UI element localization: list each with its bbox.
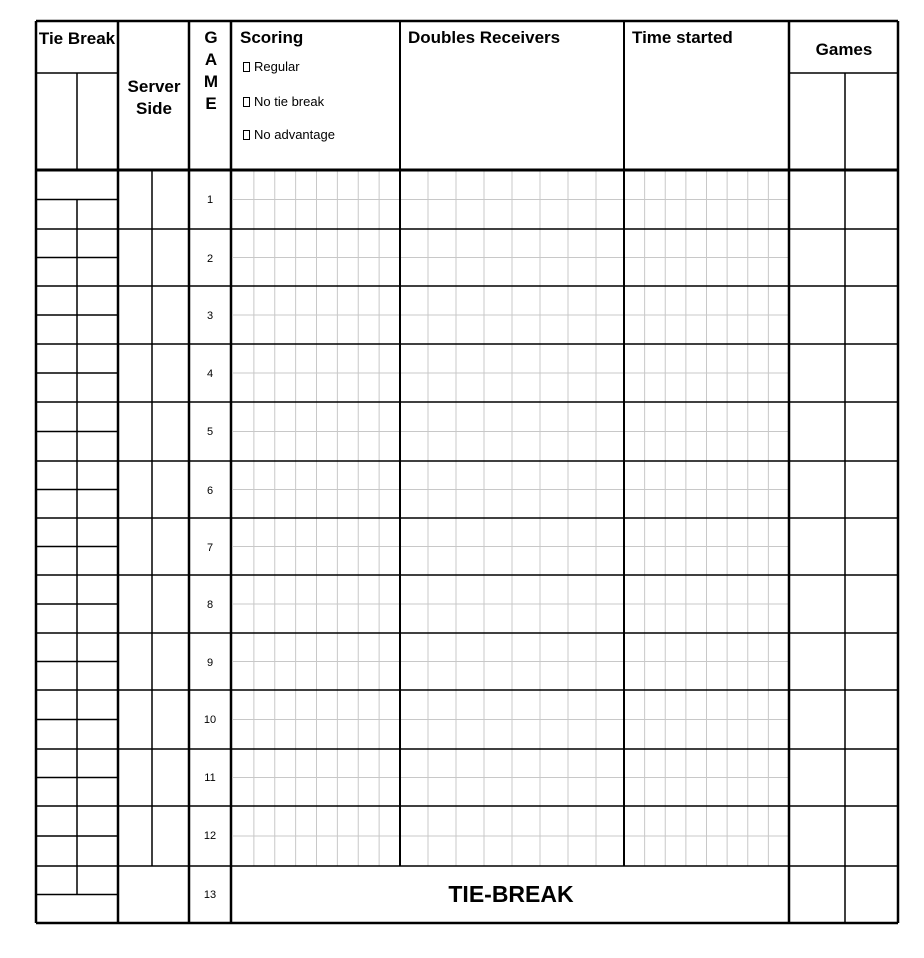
games-header: Games bbox=[815, 40, 873, 59]
game-number-13: 13 bbox=[203, 889, 217, 901]
tie-break-label: TIE-BREAK bbox=[448, 881, 574, 907]
scoring-option-regular[interactable] bbox=[243, 59, 300, 75]
game-number-5: 5 bbox=[206, 426, 214, 438]
scoring-option-label: No tie break bbox=[254, 94, 325, 109]
scoring-option-label: No advantage bbox=[254, 127, 335, 142]
game-letter-m: M bbox=[203, 72, 219, 91]
time-started-header: Time started bbox=[632, 28, 733, 47]
game-header bbox=[191, 27, 231, 115]
server-side-line1: Server bbox=[127, 77, 181, 96]
game-number-3: 3 bbox=[206, 310, 214, 322]
scoring-header: Scoring bbox=[240, 28, 304, 47]
game-number-6: 6 bbox=[206, 485, 214, 497]
scoring-option-label: Regular bbox=[254, 59, 300, 74]
checkbox-icon[interactable] bbox=[243, 97, 250, 107]
doubles-receivers-header: Doubles Receivers bbox=[408, 28, 561, 47]
checkbox-icon[interactable] bbox=[243, 62, 250, 72]
scoring-option-no-advantage[interactable] bbox=[243, 127, 335, 143]
game-number-1: 1 bbox=[206, 194, 214, 206]
server-side-line2: Side bbox=[136, 99, 172, 118]
game-number-2: 2 bbox=[206, 253, 214, 265]
game-number-7: 7 bbox=[206, 542, 214, 554]
tie-break-header: Tie Break bbox=[38, 29, 116, 48]
scoring-option-no-tie-break[interactable] bbox=[243, 94, 324, 110]
game-letter-g: G bbox=[204, 28, 218, 47]
checkbox-icon[interactable] bbox=[243, 130, 250, 140]
game-letter-e: E bbox=[205, 94, 217, 113]
game-number-10: 10 bbox=[203, 714, 217, 726]
game-number-9: 9 bbox=[206, 657, 214, 669]
server-side-header bbox=[120, 76, 188, 120]
game-number-4: 4 bbox=[206, 368, 214, 380]
game-number-11: 11 bbox=[204, 772, 216, 784]
game-number-12: 12 bbox=[203, 830, 217, 842]
game-number-8: 8 bbox=[206, 599, 214, 611]
game-letter-a: A bbox=[204, 50, 218, 69]
